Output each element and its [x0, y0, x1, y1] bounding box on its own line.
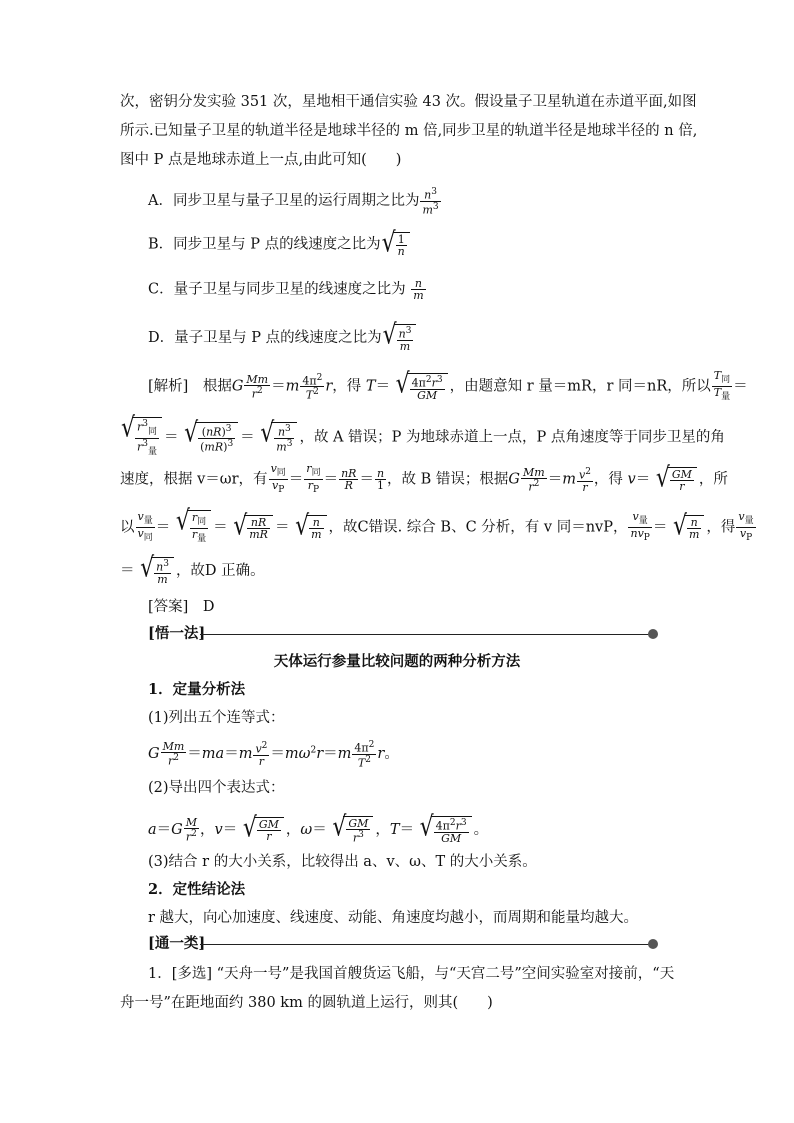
- section-1-step-1: (1)列出五个连等式：: [148, 710, 285, 726]
- option-a-fraction: $\frac{n^3}{m^3}$: [422, 187, 439, 217]
- answer: [答案] D: [148, 599, 215, 615]
- option-c-fraction: $\frac{n}{m}$: [413, 277, 424, 302]
- analysis-line-5: ＝ √ $\frac{n^3}{m}$ ，故D 正确。: [120, 557, 265, 585]
- intro-line-3: 图中 P 点是地球赤道上一点,由此可知( ): [120, 152, 402, 168]
- question-1-line-2: 舟一号”在距地面约 380 km 的圆轨道上运行，则其( ): [120, 995, 493, 1011]
- analysis-line-2: √ $\frac{r^3_同}{r^3_量}$ ＝ √ $\frac{(nR)^3}{(mR)^3}$ ＝ √ $\frac{n^3}{m^3}$ ，故 A 错误；P 为地球赤道上一点，P 点角速度等于同步卫星的角: [120, 417, 725, 458]
- option-b: B．同步卫星与 P 点的线速度之比为 √ $\frac{1}{n}$: [148, 232, 412, 257]
- section-2-heading: 2．定性结论法: [148, 881, 246, 898]
- intro-line-2: 所示.已知量子卫星的轨道半径是地球半径的 m 倍,同步卫星的轨道半径是地球半径的 n 倍,: [120, 123, 698, 139]
- question-1-line-1: 1．[多选] “天舟一号”是我国首艘货运飞船，与“天宫二号”空间实验室对接前，“天: [148, 966, 675, 982]
- tongyilei-label: [通一类]: [148, 935, 206, 952]
- section-1-step-3: (3)结合 r 的大小关系，比较得出 a、v、ω、T 的大小关系。: [148, 854, 537, 870]
- section-2-text: r 越大，向心加速度、线速度、动能、角速度均越小，而周期和能量均越大。: [148, 910, 639, 926]
- option-d: D．量子卫星与 P 点的线速度之比为 √ $\frac{n^3}{m}$: [148, 324, 418, 352]
- option-c: C．量子卫星与同步卫星的线速度之比为 $\frac{n}{m}$: [148, 277, 424, 302]
- method-title: 天体运行参量比较问题的两种分析方法: [273, 653, 521, 670]
- wuyifa-dot-icon: [648, 629, 658, 639]
- section-1-heading: 1．定量分析法: [148, 681, 246, 698]
- intro-line-1: 次，密钥分发实验 351 次，星地相干通信实验 43 次。假设量子卫星轨道在赤道平面,如图: [120, 94, 697, 110]
- equation-five: G $\frac{Mm}{r^2}$ ＝ma＝m $\frac{v^2}{r}$ $=m\omega^2r=m$ $\frac{4\pi^2}{T^2}$ r。: [148, 740, 399, 770]
- option-d-sqrt: √ $\frac{n^3}{m}$: [384, 324, 417, 352]
- analysis-line-4: 以 $\frac{v_量}{v_同}$ ＝ √ $\frac{r_同}{r_量}$ ＝ √ $\frac{nR}{mR}$ ＝ √ $\frac{n}{m}$ ，故C错误. 综合 B、C 分析，有 v 同＝nvP， $\frac{v_量}{nv_P}$ ＝ √ $\frac{n}{m}$ ，得 $\frac{v_量}{v_P}$: [120, 510, 757, 545]
- wuyifa-divider: [200, 634, 652, 635]
- option-b-sqrt: √ $\frac{1}{n}$: [383, 232, 410, 257]
- tongyilei-dot-icon: [648, 939, 658, 949]
- section-1-step-2: (2)导出四个表达式：: [148, 780, 285, 796]
- equation-four: a＝G $\frac{M}{r^2}$ ，v＝ √ $\frac{GM}{r}$ ，ω＝ √ $\frac{GM}{r^3}$ ，T＝ √ $\frac{4\pi^2r^3}{GM}$ 。: [148, 816, 488, 844]
- analysis-line-1: [解析] 根据G $\frac{Mm}{r^2}$ ＝m $\frac{4\pi^2}{T^2}$ r，得 T＝ √ $\frac{4\pi^2r^3}{GM}$ ，由题意知 r 量＝mR，r 同＝nR，所以 $\frac{T_同}{T_量}$ ＝: [148, 370, 748, 403]
- option-a: A．同步卫星与量子卫星的运行周期之比为 $\frac{n^3}{m^3}$: [148, 187, 439, 217]
- tongyilei-divider: [200, 944, 652, 945]
- wuyifa-label: [悟一法]: [148, 625, 206, 642]
- analysis-line-3: 速度，根据 v＝ωr，有 $\frac{v_同}{v_P}$ ＝ $\frac{r_同}{r_P}$ ＝ $\frac{nR}{R}$ ＝ $\frac{n}{1}$ ，故 B 错误；根据G $\frac{Mm}{r^2}$ ＝m $\frac{v^2}{r}$ ，得 v＝ √ $\frac{GM}{r}$ ，所: [120, 463, 728, 496]
